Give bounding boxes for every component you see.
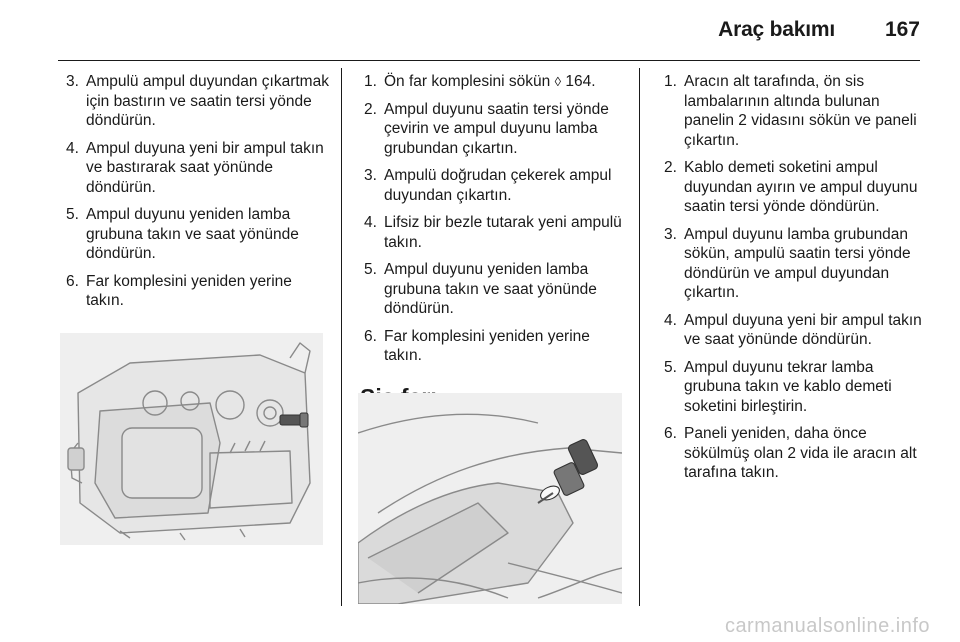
step-text: Ön far komplesini sökün	[384, 73, 551, 90]
list-item	[660, 358, 922, 417]
step-text: Paneli yeniden, daha önce sökülmüş olan 2 vida ile aracın alt tarafına takın.	[684, 425, 917, 481]
header-divider	[58, 60, 920, 61]
list-item	[62, 205, 330, 264]
step-number: 2.	[364, 100, 377, 118]
list-item	[360, 166, 630, 205]
step-number: 5.	[364, 261, 377, 278]
step-list-col3	[660, 72, 922, 483]
step-number: 1.	[664, 73, 677, 90]
step-number: 3.	[66, 73, 79, 90]
step-number: 6.	[364, 327, 377, 345]
step-text: Ampulü doğrudan çekerek ampul duyundan çıkartın.	[384, 167, 612, 204]
fog-bulb-icon	[538, 438, 599, 503]
step-text: Far komplesini yeniden yerine takın.	[86, 272, 292, 309]
step-list-col1	[62, 72, 330, 311]
step-number: 3.	[664, 225, 677, 243]
step-number: 6.	[664, 425, 677, 442]
column-divider-1	[341, 68, 342, 606]
page-number: 167	[884, 18, 920, 41]
step-text: Far komplesini yeniden yerine takın.	[384, 327, 590, 364]
step-text: Ampul duyunu yeniden lamba grubuna takın ve saat yönünde döndürün.	[384, 261, 597, 317]
fog-light-illustration	[358, 393, 622, 604]
list-item	[660, 225, 922, 303]
watermark: carmanualsonline.info	[724, 615, 930, 637]
step-number: 4.	[364, 214, 377, 231]
list-item	[660, 72, 922, 150]
step-text: Ampul duyuna yeni bir ampul takın ve saat yönünde döndürün.	[684, 311, 922, 348]
page-reference[interactable]: 164.	[565, 73, 596, 90]
step-number: 2.	[664, 159, 677, 176]
list-item	[360, 213, 630, 252]
step-text: Ampul duyuna yeni bir ampul takın ve bastırarak saat yönünde döndürün.	[86, 139, 324, 196]
column-3	[660, 72, 922, 491]
step-list-col2	[360, 72, 630, 366]
step-text: Kablo demeti soketini ampul duyundan ayırın ve ampul duyunu saatin tersi yönde döndürün.	[684, 159, 918, 215]
step-number: 1.	[364, 73, 377, 90]
bulb-socket-icon	[280, 413, 308, 427]
list-item	[360, 100, 630, 159]
step-text: Ampul duyunu lamba grubundan sökün, ampulü saatin tersi yönde döndürün ve ampul duyundan çıkartın.	[684, 225, 911, 301]
step-number: 4.	[664, 311, 677, 329]
list-item	[660, 424, 922, 483]
list-item	[62, 272, 330, 311]
step-text: Ampul duyunu yeniden lamba grubuna takın ve saat yönünde döndürün.	[86, 206, 299, 262]
page-reference-icon: ◊	[554, 74, 562, 89]
column-2	[360, 72, 630, 411]
step-number: 6.	[66, 272, 79, 290]
column-1	[62, 72, 330, 354]
step-number: 5.	[664, 358, 677, 376]
step-number: 5.	[66, 206, 79, 223]
list-item	[660, 311, 922, 350]
headlamp-rear-drawing	[60, 333, 323, 545]
column-divider-2	[639, 68, 640, 606]
page-header-title: Araç bakımı	[718, 18, 835, 41]
list-item	[660, 158, 922, 217]
list-item	[360, 72, 630, 92]
list-item	[62, 72, 330, 131]
park-light-illustration	[60, 333, 323, 545]
step-text: Ampul duyunu tekrar lamba grubuna takın ve kablo demeti soketini birleştirin.	[684, 358, 892, 415]
step-text: Ampul duyunu saatin tersi yönde çevirin ve ampul duyunu lamba grubundan çıkartın.	[384, 100, 609, 157]
step-number: 4.	[66, 139, 79, 157]
fog-lamp-drawing	[358, 393, 622, 604]
list-item	[62, 139, 330, 198]
step-text: Lifsiz bir bezle tutarak yeni ampulü takın.	[384, 214, 622, 251]
step-text: Aracın alt tarafında, ön sis lambalarının altında bulunan panelin 2 vidasını sökün ve paneli çıkartın.	[684, 73, 917, 149]
step-number: 3.	[364, 167, 377, 184]
list-item	[360, 260, 630, 319]
list-item	[360, 327, 630, 366]
step-text: Ampulü ampul duyundan çıkartmak için bastırın ve saatin tersi yönde döndürün.	[86, 73, 329, 129]
